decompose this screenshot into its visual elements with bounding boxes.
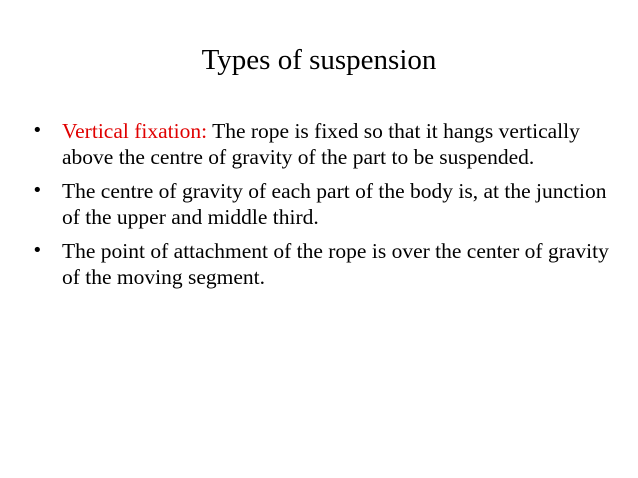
bullet-icon: • (32, 240, 43, 261)
bullet-item-centre-of-gravity (30, 178, 610, 230)
bullet-text: The point of attachment of the rope is over the center of gravity of the moving segment. (62, 239, 609, 289)
bullet-lead-term: Vertical fixation: (62, 119, 208, 143)
bullet-text: The rope is fixed so that it hangs vertically above the centre of gravity of the part to be suspended. (62, 119, 580, 169)
bullet-icon: • (32, 180, 43, 201)
bullet-item-point-of-attachment (30, 238, 610, 290)
slide-title: Types of suspension (201, 44, 437, 76)
bullet-list (30, 118, 610, 298)
bullet-text: The centre of gravity of each part of the body is, at the junction of the upper and middle third. (62, 179, 607, 229)
bullet-item-vertical-fixation (30, 118, 610, 170)
bullet-icon: • (32, 120, 43, 141)
